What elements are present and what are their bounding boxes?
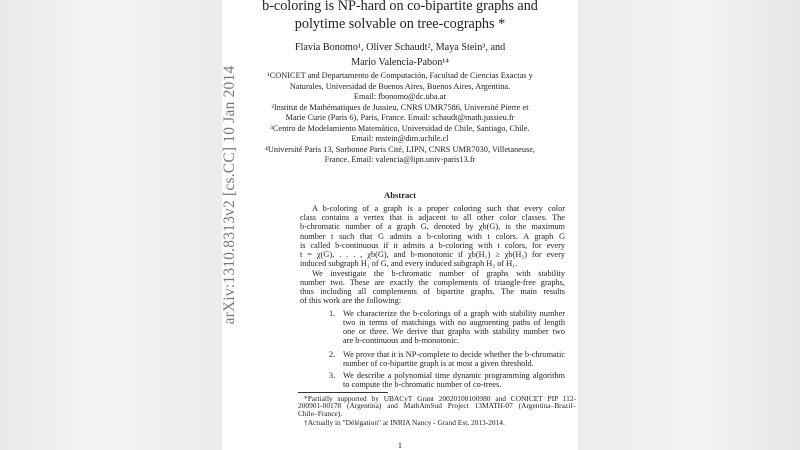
result-line: We describe a polynomial time dynamic programming algorithm [343,371,565,380]
abstract-line: class contains a vertex that is adjacent to all other color classes. The [300,213,565,223]
affiliation-line: ³Centro de Modelamiento Matemático, Universidad de Chile, Santiago, Chile. [270,123,530,133]
result-line: to compute the b-chromatic number of co-trees. [343,380,502,389]
authors-line-1: Flavia Bonomo¹, Oliver Schaudt², Maya Stein³, and [294,42,506,53]
result-number: 2. [329,350,336,359]
result-line: two in terms of matchings with no augmenting paths of length [343,318,565,327]
authors-line-2: Mario Valencia-Pabon¹⁴ [351,57,449,68]
affiliation-line: Email: mstein@dim.uchile.cl [351,134,449,143]
abstract-line: number two. These are exactly the complements of triangle-free graphs, [300,277,565,287]
abstract-heading: Abstract [384,190,416,200]
affiliation-line: France. Email: valencia@lipn.univ-paris13.fr [324,155,476,164]
page-number: 1 [397,441,403,450]
footnote-line: 200901-00178 (Argentina) and MathAmSud Project 13MATH-07 (Argentina–Brazil– [298,401,576,410]
abstract-line: A b-coloring of a graph is a proper coloring such that every color [312,204,565,213]
result-line: one or three. We derive that graphs with stability number two [343,327,565,336]
result-line: are b-continuous and b-monotonic. [343,336,460,345]
result-line: We prove that it is NP-complete to decide whether the b-chromatic [343,350,565,359]
footnote-line: †Actually in "Délégation" at INRIA Nancy - Grand Est, 2013-2014. [304,417,505,427]
paper-page [222,0,578,450]
affiliation-line: Naturales, Universidad de Buenos Aires, Buenos Aires, Argentina. [289,81,511,91]
affiliation-line: ²Institut de Mathématiques de Jussieu, CNRS UMR7586, Université Pierre et [271,102,529,112]
paper-title-line-1: b-coloring is NP-hard on co-bipartite graphs and [262,0,538,14]
abstract-line: b-chromatic number of a graph G, denoted by χb(G), is the maximum [300,222,565,232]
abstract-line: induced subgraph H₁ of G, and every induced subgraph H₂ of H₁. [300,259,518,269]
affiliation-line: Marie Curie (Paris 6), Paris, France. Email: schaudt@math.jussieu.fr [285,113,515,122]
paper-title-line-2: polytime solvable on tree-cographs * [294,16,506,32]
abstract-line: We investigate the b-chromatic number of graphs with stability [312,268,565,278]
affiliation-line: Email: fbonomo@dc.uba.ar [353,92,447,101]
abstract-line: t = χ(G), . . . , χb(G), and b-monotonic if χb(H₁) ≥ χb(H₂) for every [300,250,565,259]
affiliation-line: ¹CONICET and Departamento de Computación, Facultad de Ciencias Exactas y [267,71,533,80]
result-line: number of co-bipartite graph is at most a given threshold. [343,359,534,368]
footnote-line: Chile–France). [298,408,343,418]
abstract-line: of this work are the following: [300,296,402,306]
arxiv-stamp: arXiv:1310.8313v2 [cs.CC] 10 Jan 2014 [221,65,238,325]
footnote-rule [298,392,388,393]
abstract-line: is called b-continuous if it admits a b-coloring with t colors, for every [300,240,565,250]
abstract-line: thus including all complements of bipartite graphs. The main results [300,287,565,296]
footnote-line: *Partially supported by UBACyT Grant 20020100100980 and CONICET PIP 112- [304,393,576,403]
result-number: 3. [329,371,336,380]
result-number: 1. [329,309,336,318]
abstract-line: number t such that G admits a b-coloring with t colors. A graph G [300,231,565,241]
affiliation-line: ⁴Université Paris 13, Sorbonne Paris Cité, LIPN, CNRS UMR7030, Villetaneuse, [264,144,536,154]
result-line: We characterize the b-colorings of a graph with stability number [343,309,565,318]
